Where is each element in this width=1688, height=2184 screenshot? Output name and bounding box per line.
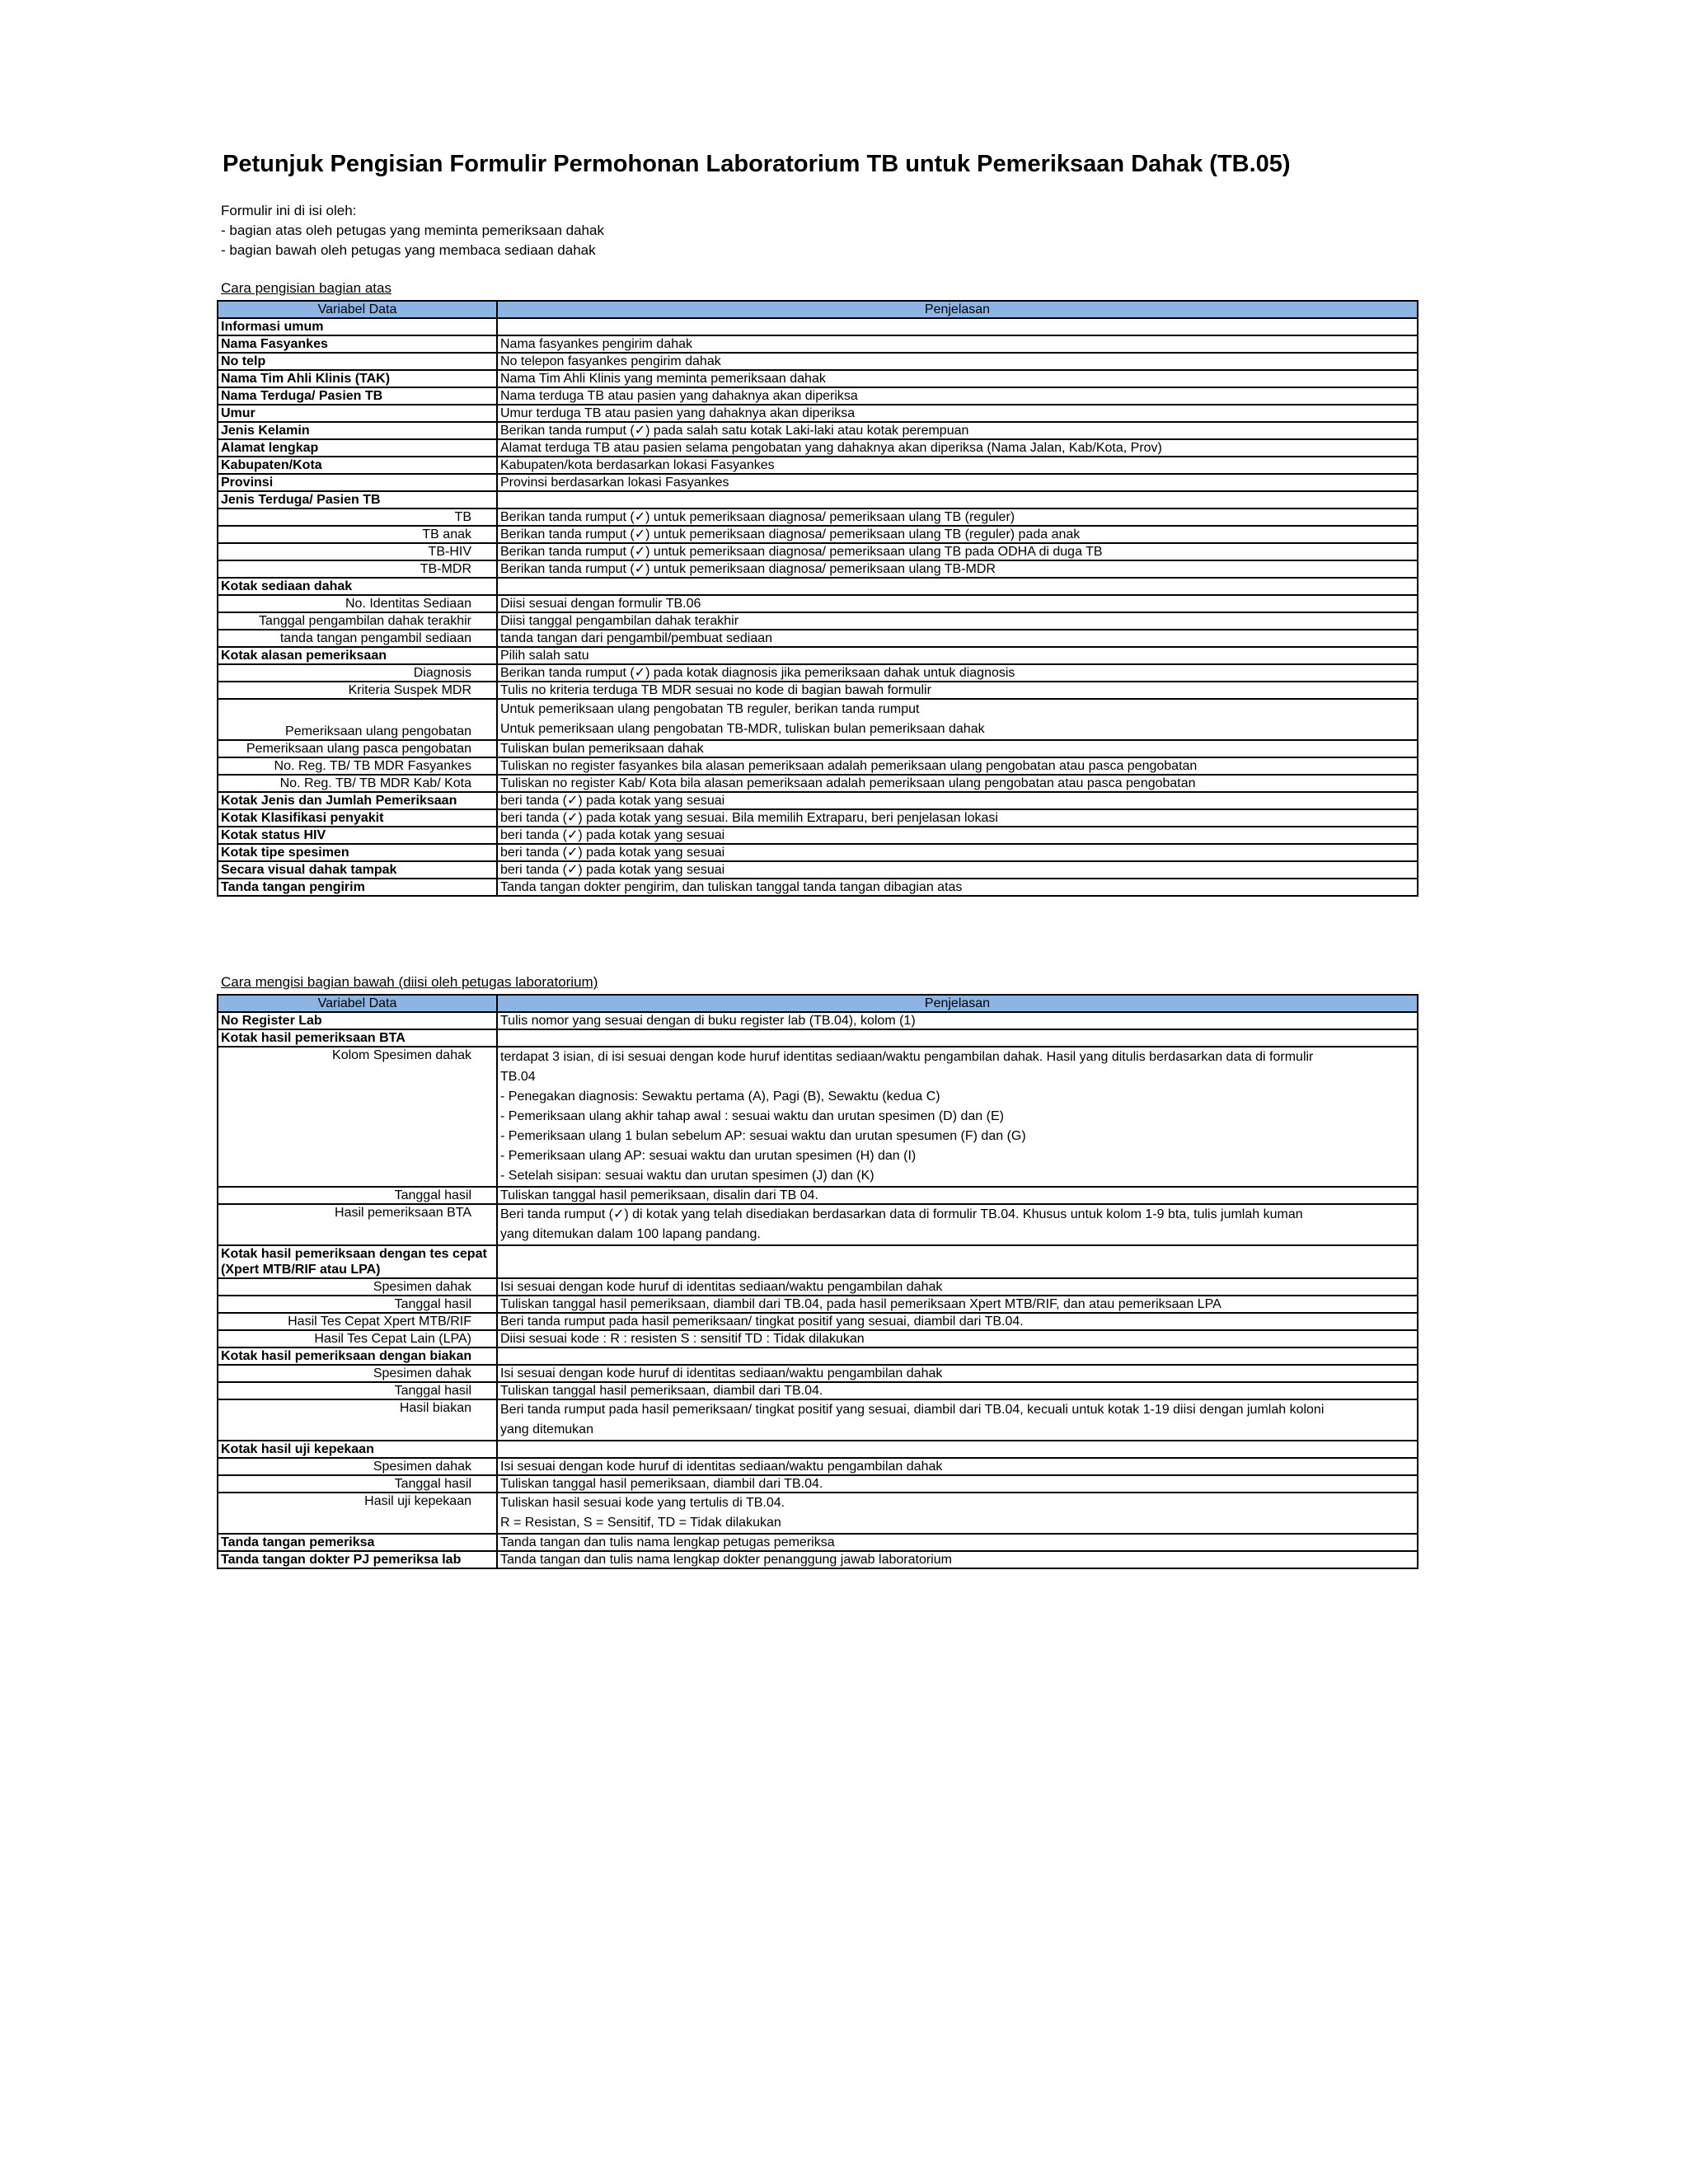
row-description bbox=[497, 318, 1418, 335]
row-description: Diisi tanggal pengambilan dahak terakhir bbox=[497, 612, 1418, 630]
row-label: Kotak tipe spesimen bbox=[218, 844, 497, 861]
row-label: Kotak Jenis dan Jumlah Pemeriksaan bbox=[218, 792, 497, 809]
row-label: No. Identitas Sediaan bbox=[218, 595, 497, 612]
row-label: Informasi umum bbox=[218, 318, 497, 335]
row-label: Diagnosis bbox=[218, 664, 497, 682]
table-row bbox=[218, 439, 1418, 457]
row-description bbox=[497, 1441, 1418, 1458]
intro-line: - bagian bawah oleh petugas yang membaca sediaan dahak bbox=[221, 242, 596, 258]
table-row bbox=[218, 775, 1418, 792]
row-description bbox=[497, 1047, 1418, 1187]
table-row bbox=[218, 1347, 1418, 1365]
column-header-variable: Variabel Data bbox=[218, 301, 497, 318]
table-row bbox=[218, 1475, 1418, 1493]
row-description: Nama Tim Ahli Klinis yang meminta pemeriksaan dahak bbox=[497, 370, 1418, 387]
row-label: Kolom Spesimen dahak bbox=[218, 1047, 497, 1187]
table-row bbox=[218, 809, 1418, 827]
row-description: Nama fasyankes pengirim dahak bbox=[497, 335, 1418, 353]
row-description: Tuliskan no register fasyankes bila alasan pemeriksaan adalah pemeriksaan ulang pengobatan atau pasca pengobatan bbox=[497, 757, 1418, 775]
row-description: Tulis nomor yang sesuai dengan di buku register lab (TB.04), kolom (1) bbox=[497, 1012, 1418, 1029]
row-description bbox=[497, 1029, 1418, 1047]
row-description: Berikan tanda rumput (✓) untuk pemeriksaan diagnosa/ pemeriksaan ulang TB (reguler) pada anak bbox=[497, 526, 1418, 543]
table-row bbox=[218, 1187, 1418, 1204]
row-description: Tuliskan tanggal hasil pemeriksaan, diambil dari TB.04. bbox=[497, 1475, 1418, 1493]
table-row bbox=[218, 1296, 1418, 1313]
table-row bbox=[218, 405, 1418, 422]
table-row bbox=[218, 457, 1418, 474]
row-label: Hasil pemeriksaan BTA bbox=[218, 1204, 497, 1245]
table-row bbox=[218, 1204, 1418, 1245]
row-description: Berikan tanda rumput (✓) pada kotak diagnosis jika pemeriksaan dahak untuk diagnosis bbox=[497, 664, 1418, 682]
row-label: Alamat lengkap bbox=[218, 439, 497, 457]
row-label: Tanda tangan pemeriksa bbox=[218, 1534, 497, 1551]
row-description: Diisi sesuai dengan formulir TB.06 bbox=[497, 595, 1418, 612]
row-description bbox=[497, 1245, 1418, 1278]
row-description: Umur terduga TB atau pasien yang dahaknya akan diperiksa bbox=[497, 405, 1418, 422]
table-row bbox=[218, 1382, 1418, 1399]
row-label: Nama Fasyankes bbox=[218, 335, 497, 353]
table-row bbox=[218, 1330, 1418, 1347]
row-description: Tulis no kriteria terduga TB MDR sesuai no kode di bagian bawah formulir bbox=[497, 682, 1418, 699]
row-label: Kotak status HIV bbox=[218, 827, 497, 844]
row-description: Tanda tangan dan tulis nama lengkap dokter penanggung jawab laboratorium bbox=[497, 1551, 1418, 1568]
table-row bbox=[218, 335, 1418, 353]
table-row bbox=[218, 664, 1418, 682]
row-description: Diisi sesuai kode : R : resisten S : sensitif TD : Tidak dilakukan bbox=[497, 1330, 1418, 1347]
table-row bbox=[218, 861, 1418, 879]
row-label: Spesimen dahak bbox=[218, 1278, 497, 1296]
row-description: Berikan tanda rumput (✓) pada salah satu kotak Laki-laki atau kotak perempuan bbox=[497, 422, 1418, 439]
section-top-table bbox=[217, 300, 1418, 897]
row-description bbox=[497, 578, 1418, 595]
table-row bbox=[218, 560, 1418, 578]
description-line: - Pemeriksaan ulang 1 bulan sebelum AP: sesuai waktu dan urutan spesumen (F) dan (G) bbox=[500, 1129, 1026, 1143]
column-header-explanation: Penjelasan bbox=[497, 995, 1418, 1012]
row-label: Hasil Tes Cepat Xpert MTB/RIF bbox=[218, 1313, 497, 1330]
table-row bbox=[218, 370, 1418, 387]
row-description bbox=[497, 1347, 1418, 1365]
table-row bbox=[218, 647, 1418, 664]
row-label: Kotak hasil pemeriksaan BTA bbox=[218, 1029, 497, 1047]
row-description: Tanda tangan dokter pengirim, dan tuliskan tanggal tanda tangan dibagian atas bbox=[497, 879, 1418, 896]
table-row bbox=[218, 699, 1418, 740]
row-description: Tanda tangan dan tulis nama lengkap petugas pemeriksa bbox=[497, 1534, 1418, 1551]
row-description: Tuliskan bulan pemeriksaan dahak bbox=[497, 740, 1418, 757]
table-row bbox=[218, 491, 1418, 509]
row-label: Kriteria Suspek MDR bbox=[218, 682, 497, 699]
row-description: Tuliskan tanggal hasil pemeriksaan, diambil dari TB.04, pada hasil pemeriksaan Xpert MTB/RIF, dan atau pemeriksaan LPA bbox=[497, 1296, 1418, 1313]
section-bottom-caption: Cara mengisi bagian bawah (diisi oleh petugas laboratorium) bbox=[221, 974, 598, 990]
row-description: Alamat terduga TB atau pasien selama pengobatan yang dahaknya akan diperiksa (Nama Jalan, Kab/Kota, Prov) bbox=[497, 439, 1418, 457]
table-row bbox=[218, 1441, 1418, 1458]
row-label: Kotak alasan pemeriksaan bbox=[218, 647, 497, 664]
description-line: Beri tanda rumput (✓) di kotak yang telah disediakan berdasarkan data di formulir TB.04. Khusus untuk kolom 1-9 bta, tulis jumlah kuman bbox=[500, 1207, 1303, 1221]
row-label: Jenis Terduga/ Pasien TB bbox=[218, 491, 497, 509]
table-row bbox=[218, 1245, 1418, 1278]
row-description: Isi sesuai dengan kode huruf di identitas sediaan/waktu pengambilan dahak bbox=[497, 1458, 1418, 1475]
row-description: Isi sesuai dengan kode huruf di identitas sediaan/waktu pengambilan dahak bbox=[497, 1365, 1418, 1382]
table-row bbox=[218, 422, 1418, 439]
row-label: Jenis Kelamin bbox=[218, 422, 497, 439]
description-line: Beri tanda rumput pada hasil pemeriksaan/ tingkat positif yang sesuai, diambil dari TB.04, kecuali untuk kotak 1-19 diisi dengan jumlah koloni bbox=[500, 1403, 1325, 1417]
row-description bbox=[497, 1493, 1418, 1534]
row-label: Pemeriksaan ulang pengobatan bbox=[218, 699, 497, 740]
label-line: Kotak hasil pemeriksaan dengan tes cepat bbox=[221, 1247, 487, 1261]
row-label: Tanggal pengambilan dahak terakhir bbox=[218, 612, 497, 630]
row-label: Pemeriksaan ulang pasca pengobatan bbox=[218, 740, 497, 757]
table-row bbox=[218, 353, 1418, 370]
row-label: Kotak hasil uji kepekaan bbox=[218, 1441, 497, 1458]
row-label: No. Reg. TB/ TB MDR Kab/ Kota bbox=[218, 775, 497, 792]
row-label: Tanggal hasil bbox=[218, 1296, 497, 1313]
table-row bbox=[218, 509, 1418, 526]
row-description: beri tanda (✓) pada kotak yang sesuai bbox=[497, 792, 1418, 809]
description-line: - Penegakan diagnosis: Sewaktu pertama (A), Pagi (B), Sewaktu (kedua C) bbox=[500, 1090, 940, 1104]
row-label: Secara visual dahak tampak bbox=[218, 861, 497, 879]
table-row bbox=[218, 630, 1418, 647]
table-row bbox=[218, 827, 1418, 844]
table-header-row bbox=[218, 995, 1418, 1012]
row-description bbox=[497, 491, 1418, 509]
label-line: (Xpert MTB/RIF atau LPA) bbox=[221, 1263, 381, 1277]
row-description: Tuliskan tanggal hasil pemeriksaan, disalin dari TB 04. bbox=[497, 1187, 1418, 1204]
row-label: Tanggal hasil bbox=[218, 1187, 497, 1204]
section-top-caption: Cara pengisian bagian atas bbox=[221, 280, 392, 296]
table-row bbox=[218, 1313, 1418, 1330]
row-label: Tanda tangan pengirim bbox=[218, 879, 497, 896]
row-description: Kabupaten/kota berdasarkan lokasi Fasyankes bbox=[497, 457, 1418, 474]
table-row bbox=[218, 526, 1418, 543]
row-label: Spesimen dahak bbox=[218, 1458, 497, 1475]
section-bottom-table bbox=[217, 994, 1418, 1569]
row-description: beri tanda (✓) pada kotak yang sesuai. Bila memilih Extraparu, beri penjelasan lokasi bbox=[497, 809, 1418, 827]
table-row bbox=[218, 387, 1418, 405]
description-line: Untuk pemeriksaan ulang pengobatan TB reguler, berikan tanda rumput bbox=[500, 702, 920, 716]
row-label: Hasil Tes Cepat Lain (LPA) bbox=[218, 1330, 497, 1347]
table-row bbox=[218, 1534, 1418, 1551]
row-label: Kotak Klasifikasi penyakit bbox=[218, 809, 497, 827]
row-label: Provinsi bbox=[218, 474, 497, 491]
table-row bbox=[218, 1399, 1418, 1441]
page-title: Petunjuk Pengisian Formulir Permohonan Laboratorium TB untuk Pemeriksaan Dahak (TB.05) bbox=[223, 151, 1291, 177]
row-description: Provinsi berdasarkan lokasi Fasyankes bbox=[497, 474, 1418, 491]
row-label: Umur bbox=[218, 405, 497, 422]
row-description: Tuliskan no register Kab/ Kota bila alasan pemeriksaan adalah pemeriksaan ulang pengobatan atau pasca pengobatan bbox=[497, 775, 1418, 792]
description-line: terdapat 3 isian, di isi sesuai dengan kode huruf identitas sediaan/waktu pengambilan dahak. Hasil yang ditulis berdasarkan data di formulir bbox=[500, 1050, 1314, 1064]
description-line: R = Resistan, S = Sensitif, TD = Tidak dilakukan bbox=[500, 1516, 781, 1530]
row-description: Berikan tanda rumput (✓) untuk pemeriksaan diagnosa/ pemeriksaan ulang TB-MDR bbox=[497, 560, 1418, 578]
table-row bbox=[218, 1029, 1418, 1047]
row-description bbox=[497, 699, 1418, 740]
row-description: Tuliskan tanggal hasil pemeriksaan, diambil dari TB.04. bbox=[497, 1382, 1418, 1399]
description-line: Tuliskan hasil sesuai kode yang tertulis di TB.04. bbox=[500, 1496, 785, 1510]
row-description: Pilih salah satu bbox=[497, 647, 1418, 664]
row-description: Beri tanda rumput pada hasil pemeriksaan/ tingkat positif yang sesuai, diambil dari TB.04. bbox=[497, 1313, 1418, 1330]
row-description: beri tanda (✓) pada kotak yang sesuai bbox=[497, 861, 1418, 879]
table-row bbox=[218, 1458, 1418, 1475]
row-label bbox=[218, 1245, 497, 1278]
table-row bbox=[218, 1278, 1418, 1296]
description-line: TB.04 bbox=[500, 1070, 536, 1084]
description-line: Untuk pemeriksaan ulang pengobatan TB-MDR, tuliskan bulan pemeriksaan dahak bbox=[500, 722, 985, 736]
table-row bbox=[218, 318, 1418, 335]
table-row bbox=[218, 1365, 1418, 1382]
description-line: - Pemeriksaan ulang akhir tahap awal : sesuai waktu dan urutan spesimen (D) dan (E) bbox=[500, 1109, 1004, 1123]
row-description bbox=[497, 1399, 1418, 1441]
table-row bbox=[218, 543, 1418, 560]
row-label: Tanggal hasil bbox=[218, 1475, 497, 1493]
row-label: TB anak bbox=[218, 526, 497, 543]
row-label: Kabupaten/Kota bbox=[218, 457, 497, 474]
row-label: Tanda tangan dokter PJ pemeriksa lab bbox=[218, 1551, 497, 1568]
row-label: TB-HIV bbox=[218, 543, 497, 560]
row-description: Berikan tanda rumput (✓) untuk pemeriksaan diagnosa/ pemeriksaan ulang TB pada ODHA di duga TB bbox=[497, 543, 1418, 560]
description-line: yang ditemukan bbox=[500, 1422, 593, 1436]
row-label: Nama Tim Ahli Klinis (TAK) bbox=[218, 370, 497, 387]
table-row bbox=[218, 682, 1418, 699]
row-description: Isi sesuai dengan kode huruf di identitas sediaan/waktu pengambilan dahak bbox=[497, 1278, 1418, 1296]
row-description: Berikan tanda rumput (✓) untuk pemeriksaan diagnosa/ pemeriksaan ulang TB (reguler) bbox=[497, 509, 1418, 526]
row-description bbox=[497, 1204, 1418, 1245]
intro-line: Formulir ini di isi oleh: bbox=[221, 203, 357, 218]
table-row bbox=[218, 1012, 1418, 1029]
row-label: Hasil biakan bbox=[218, 1399, 497, 1441]
table-row bbox=[218, 844, 1418, 861]
description-line: yang ditemukan dalam 100 lapang pandang. bbox=[500, 1227, 761, 1241]
table-row bbox=[218, 740, 1418, 757]
row-label: No Register Lab bbox=[218, 1012, 497, 1029]
row-label: Nama Terduga/ Pasien TB bbox=[218, 387, 497, 405]
table-row bbox=[218, 1493, 1418, 1534]
table-row bbox=[218, 1551, 1418, 1568]
intro-line: - bagian atas oleh petugas yang meminta pemeriksaan dahak bbox=[221, 223, 604, 238]
table-row bbox=[218, 792, 1418, 809]
row-label: tanda tangan pengambil sediaan bbox=[218, 630, 497, 647]
column-header-explanation: Penjelasan bbox=[497, 301, 1418, 318]
row-label: No. Reg. TB/ TB MDR Fasyankes bbox=[218, 757, 497, 775]
row-label: TB-MDR bbox=[218, 560, 497, 578]
row-label: Hasil uji kepekaan bbox=[218, 1493, 497, 1534]
row-description: Nama terduga TB atau pasien yang dahaknya akan diperiksa bbox=[497, 387, 1418, 405]
table-row bbox=[218, 757, 1418, 775]
row-label: No telp bbox=[218, 353, 497, 370]
table-row bbox=[218, 474, 1418, 491]
row-label: TB bbox=[218, 509, 497, 526]
row-description: tanda tangan dari pengambil/pembuat sediaan bbox=[497, 630, 1418, 647]
table-row bbox=[218, 612, 1418, 630]
column-header-variable: Variabel Data bbox=[218, 995, 497, 1012]
row-label: Tanggal hasil bbox=[218, 1382, 497, 1399]
row-description: No telepon fasyankes pengirim dahak bbox=[497, 353, 1418, 370]
row-label: Spesimen dahak bbox=[218, 1365, 497, 1382]
table-row bbox=[218, 1047, 1418, 1187]
row-description: beri tanda (✓) pada kotak yang sesuai bbox=[497, 844, 1418, 861]
table-header-row bbox=[218, 301, 1418, 318]
table-row bbox=[218, 879, 1418, 896]
description-line: - Setelah sisipan: sesuai waktu dan urutan spesimen (J) dan (K) bbox=[500, 1169, 874, 1183]
row-label: Kotak sediaan dahak bbox=[218, 578, 497, 595]
table-row bbox=[218, 578, 1418, 595]
row-label: Kotak hasil pemeriksaan dengan biakan bbox=[218, 1347, 497, 1365]
row-description: beri tanda (✓) pada kotak yang sesuai bbox=[497, 827, 1418, 844]
intro-text bbox=[221, 201, 604, 260]
table-row bbox=[218, 595, 1418, 612]
description-line: - Pemeriksaan ulang AP: sesuai waktu dan urutan spesimen (H) dan (I) bbox=[500, 1149, 917, 1163]
